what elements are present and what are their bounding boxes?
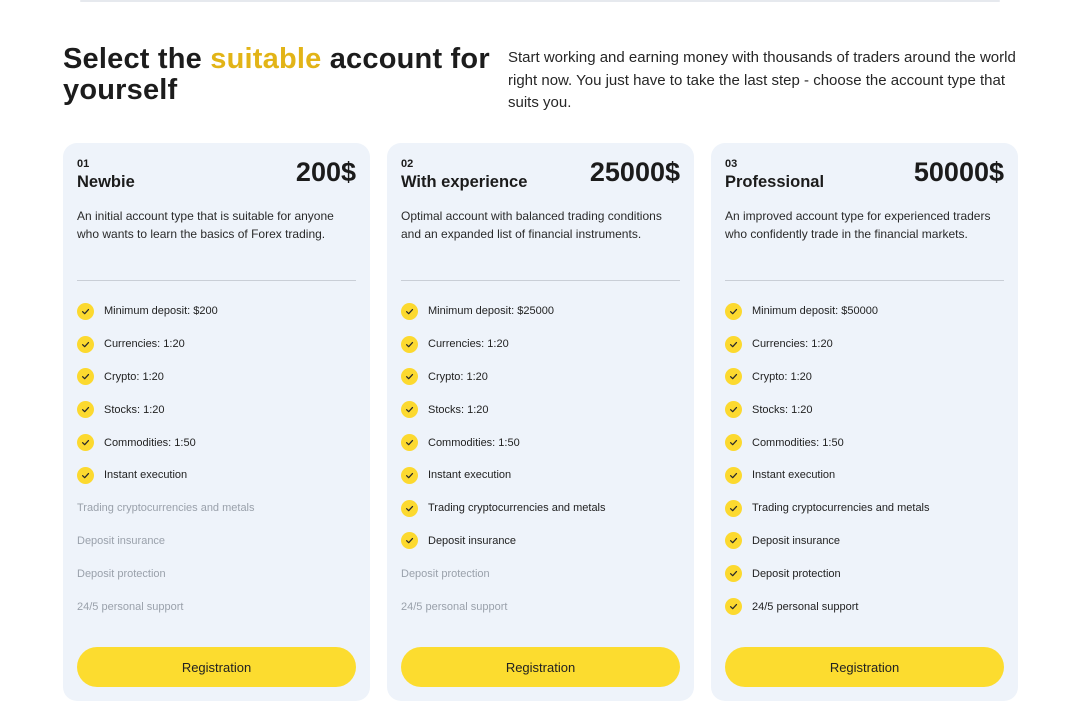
- feature-label: 24/5 personal support: [401, 600, 508, 613]
- check-icon: [77, 336, 94, 353]
- plan-card-professional: [711, 143, 1018, 701]
- feature-label: Minimum deposit: $25000: [428, 305, 554, 318]
- plan-number: 02: [401, 158, 414, 170]
- check-icon: [401, 336, 418, 353]
- check-icon: [401, 500, 418, 517]
- feature-label: Deposit protection: [77, 567, 166, 580]
- feature-item: [725, 492, 1004, 525]
- feature-label: Deposit insurance: [752, 534, 841, 547]
- feature-item: [401, 426, 680, 459]
- check-icon: [725, 565, 742, 582]
- feature-label: Currencies: 1:20: [428, 338, 509, 351]
- feature-label: Trading cryptocurrencies and metals: [752, 502, 930, 515]
- feature-item: [77, 328, 356, 361]
- feature-label: Commodities: 1:50: [752, 436, 844, 449]
- feature-list: [725, 295, 1004, 623]
- plan-number: 03: [725, 158, 738, 170]
- check-icon: [725, 532, 742, 549]
- title-accent: suitable: [210, 43, 322, 75]
- feature-item: [401, 393, 680, 426]
- feature-label: Crypto: 1:20: [428, 370, 488, 383]
- feature-list: [401, 295, 680, 623]
- feature-label: 24/5 personal support: [752, 600, 859, 613]
- feature-item: [77, 295, 356, 328]
- plan-card-newbie: [63, 143, 370, 701]
- plan-name: With experience: [401, 173, 528, 191]
- feature-label: Commodities: 1:50: [104, 436, 196, 449]
- feature-label: Currencies: 1:20: [752, 338, 833, 351]
- feature-item: [725, 557, 1004, 590]
- feature-label: Crypto: 1:20: [104, 370, 164, 383]
- feature-label: Trading cryptocurrencies and metals: [428, 502, 606, 515]
- feature-item: [77, 459, 356, 492]
- title-text-end: account for yourself: [63, 43, 490, 106]
- plan-description: Optimal account with balanced trading conditions and an expanded list of financial instruments.: [401, 209, 662, 241]
- feature-label: Currencies: 1:20: [104, 338, 185, 351]
- check-icon: [401, 368, 418, 385]
- feature-label: Deposit protection: [401, 567, 490, 580]
- feature-item: [77, 557, 356, 590]
- feature-item: [725, 295, 1004, 328]
- feature-item: [401, 295, 680, 328]
- check-icon: [401, 434, 418, 451]
- check-icon: [77, 467, 94, 484]
- check-icon: [401, 303, 418, 320]
- feature-label: 24/5 personal support: [77, 600, 184, 613]
- plan-description: An initial account type that is suitable for anyone who wants to learn the basics of Forex trading.: [77, 209, 334, 241]
- feature-list: [77, 295, 356, 623]
- check-icon: [77, 401, 94, 418]
- plan-card-with-experience: [387, 143, 694, 701]
- top-divider: [80, 0, 1000, 2]
- feature-label: Commodities: 1:50: [428, 436, 520, 449]
- feature-label: Crypto: 1:20: [752, 370, 812, 383]
- feature-label: Deposit insurance: [428, 534, 517, 547]
- feature-label: Instant execution: [104, 469, 188, 482]
- plan-divider: [725, 280, 1004, 281]
- feature-item: [77, 361, 356, 394]
- registration-button[interactable]: Registration: [725, 647, 1004, 687]
- plan-divider: [401, 280, 680, 281]
- registration-button[interactable]: Registration: [401, 647, 680, 687]
- plan-price: 25000$: [589, 157, 680, 187]
- feature-item: [725, 590, 1004, 623]
- feature-item: [725, 393, 1004, 426]
- check-icon: [401, 401, 418, 418]
- check-icon: [725, 336, 742, 353]
- check-icon: [401, 532, 418, 549]
- check-icon: [77, 434, 94, 451]
- feature-item: [77, 426, 356, 459]
- feature-item: [401, 361, 680, 394]
- feature-item: [401, 328, 680, 361]
- feature-label: Minimum deposit: $50000: [752, 305, 878, 318]
- feature-item: [77, 590, 356, 623]
- feature-item: [725, 361, 1004, 394]
- plan-name: Newbie: [77, 173, 135, 191]
- check-icon: [725, 467, 742, 484]
- plan-name: Professional: [725, 173, 825, 191]
- feature-item: [725, 525, 1004, 558]
- feature-item: [401, 557, 680, 590]
- check-icon: [725, 401, 742, 418]
- feature-item: [401, 590, 680, 623]
- check-icon: [725, 434, 742, 451]
- feature-item: [77, 525, 356, 558]
- check-icon: [77, 368, 94, 385]
- feature-item: [725, 426, 1004, 459]
- feature-label: Trading cryptocurrencies and metals: [77, 502, 255, 515]
- plan-number: 01: [77, 158, 90, 170]
- page-title: [63, 44, 493, 106]
- title-text: Select the: [63, 43, 211, 75]
- check-icon: [401, 467, 418, 484]
- feature-label: Instant execution: [752, 469, 836, 482]
- feature-label: Minimum deposit: $200: [104, 305, 218, 318]
- feature-item: [725, 328, 1004, 361]
- plan-divider: [77, 280, 356, 281]
- check-icon: [725, 368, 742, 385]
- registration-button[interactable]: Registration: [77, 647, 356, 687]
- feature-item: [401, 459, 680, 492]
- check-icon: [77, 303, 94, 320]
- feature-label: Instant execution: [428, 469, 512, 482]
- feature-label: Deposit insurance: [77, 534, 166, 547]
- feature-item: [401, 525, 680, 558]
- check-icon: [725, 500, 742, 517]
- feature-label: Deposit protection: [752, 567, 841, 580]
- intro-text: Start working and earning money with thousands of traders around the world right now. You just have to take the last step - choose the account type that suits you.: [508, 49, 1016, 111]
- plan-description: An improved account type for experienced traders who confidently trade in the financial markets.: [725, 209, 991, 241]
- feature-label: Stocks: 1:20: [428, 403, 489, 416]
- check-icon: [725, 303, 742, 320]
- feature-item: [77, 492, 356, 525]
- feature-label: Stocks: 1:20: [752, 403, 813, 416]
- check-icon: [725, 598, 742, 615]
- plan-price: 50000$: [913, 157, 1004, 187]
- feature-item: [725, 459, 1004, 492]
- feature-item: [401, 492, 680, 525]
- feature-item: [77, 393, 356, 426]
- plan-price: 200$: [295, 157, 356, 187]
- feature-label: Stocks: 1:20: [104, 403, 165, 416]
